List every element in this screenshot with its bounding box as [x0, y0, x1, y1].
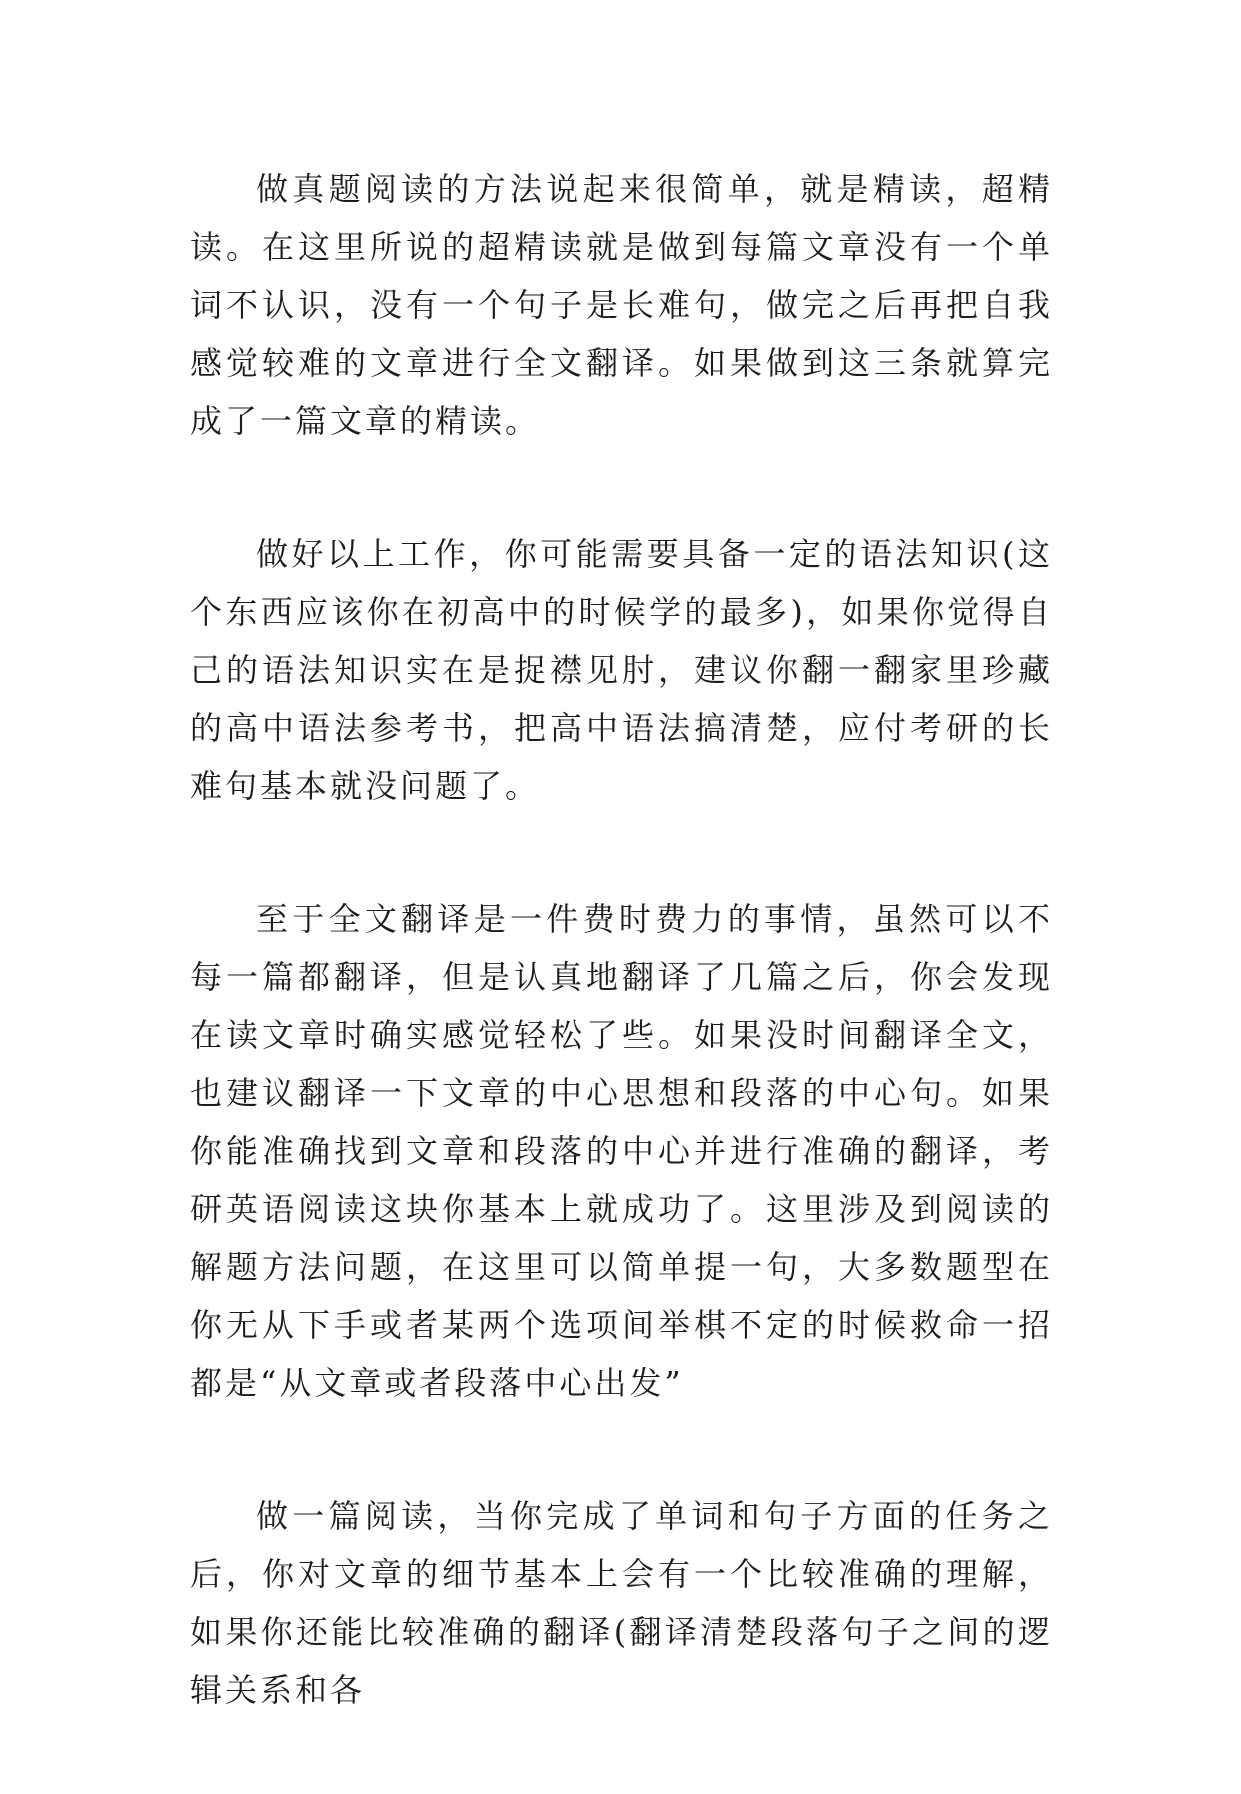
paragraph-1: 做真题阅读的方法说起来很简单，就是精读，超精读。在这里所说的超精读就是做到每篇文章没有一个单词不认识，没有一个句子是长难句，做完之后再把自我感觉较难的文章进行全文翻译。如果做到这三条就算完成了一篇文章的精读。: [190, 170, 1053, 440]
paragraph-2: 做好以上工作，你可能需要具备一定的语法知识(这个东西应该你在初高中的时候学的最多)，如果你觉得自己的语法知识实在是捉襟见肘，建议你翻一翻家里珍藏的高中语法参考书，把高中语法搞清楚，应付考研的长难句基本就没问题了。: [190, 535, 1053, 805]
document-body: [190, 160, 1053, 1794]
paragraph-4: 做一篇阅读，当你完成了单词和句子方面的任务之后，你对文章的细节基本上会有一个比较准确的理解，如果你还能比较准确的翻译(翻译清楚段落句子之间的逻辑关系和各: [190, 1497, 1053, 1709]
paragraph-3: 至于全文翻译是一件费时费力的事情，虽然可以不每一篇都翻译，但是认真地翻译了几篇之后，你会发现在读文章时确实感觉轻松了些。如果没时间翻译全文，也建议翻译一下文章的中心思想和段落的中心句。如果你能准确找到文章和段落的中心并进行准确的翻译，考研英语阅读这块你基本上就成功了。这里涉及到阅读的解题方法问题，在这里可以简单提一句，大多数题型在你无从下手或者某两个选项间举棋不定的时候救命一招都是“从文章或者段落中心出发”: [190, 900, 1053, 1402]
